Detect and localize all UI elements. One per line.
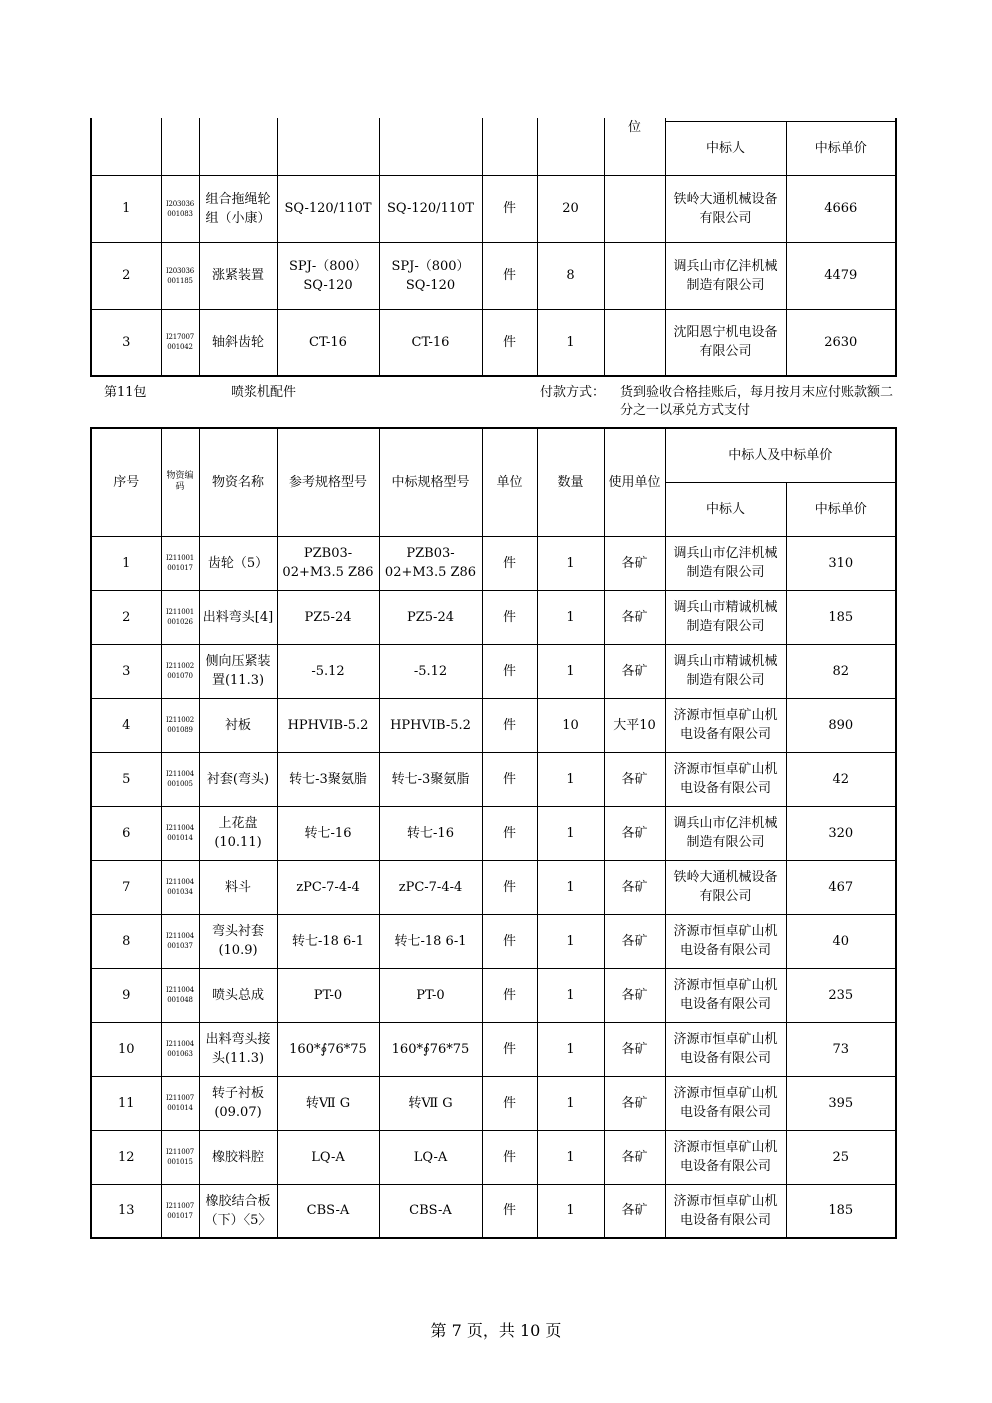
cell-user-unit: 各矿 xyxy=(604,1076,665,1130)
cell-winner: 调兵山市精诚机械制造有限公司 xyxy=(665,590,786,644)
cell-code: I217007 001042 xyxy=(161,309,199,376)
cell-ref-spec: zPC-7-4-4 xyxy=(277,860,379,914)
cell-winner: 济源市恒卓矿山机电设备有限公司 xyxy=(665,1130,786,1184)
cell-ref-spec: 转七-18 6-1 xyxy=(277,914,379,968)
cell-user-unit: 各矿 xyxy=(604,536,665,590)
cell-name: 衬板 xyxy=(199,698,277,752)
cell-ref-spec: CT-16 xyxy=(277,309,379,376)
cell-user-unit: 各矿 xyxy=(604,1130,665,1184)
cell-seq: 7 xyxy=(91,860,161,914)
payment-label: 付款方式： xyxy=(540,385,606,400)
page-footer: 第 7 页，共 10 页 xyxy=(430,1321,562,1340)
cell-price: 890 xyxy=(786,698,896,752)
cell-qty: 1 xyxy=(537,1184,604,1238)
cell-price: 73 xyxy=(786,1022,896,1076)
cell-seq: 10 xyxy=(91,1022,161,1076)
cell-seq: 1 xyxy=(91,175,161,242)
cell-winner: 沈阳恩宁机电设备有限公司 xyxy=(665,309,786,376)
table-row xyxy=(91,242,896,309)
cell-name: 料斗 xyxy=(199,860,277,914)
cell-qty: 20 xyxy=(537,175,604,242)
cell-qty: 1 xyxy=(537,1022,604,1076)
header-unit: 单位 xyxy=(482,428,537,536)
table-row xyxy=(91,968,896,1022)
table-row xyxy=(91,752,896,806)
cell-code: I211004 001014 xyxy=(161,806,199,860)
cell-price: 467 xyxy=(786,860,896,914)
cell-name: 衬套(弯头) xyxy=(199,752,277,806)
cell-qty: 1 xyxy=(537,590,604,644)
cell-price: 310 xyxy=(786,536,896,590)
cell-code: I211002 001070 xyxy=(161,644,199,698)
table-row xyxy=(91,536,896,590)
cell-qty: 1 xyxy=(537,914,604,968)
header-qty: 数量 xyxy=(537,428,604,536)
table-row xyxy=(91,1022,896,1076)
cell-qty: 1 xyxy=(537,644,604,698)
cell-seq: 11 xyxy=(91,1076,161,1130)
cell-user-unit xyxy=(604,242,665,309)
cell-code: I203036 001185 xyxy=(161,242,199,309)
cell-bid-spec: PZ5-24 xyxy=(379,590,482,644)
cell-code: I211007 001014 xyxy=(161,1076,199,1130)
cell-seq: 1 xyxy=(91,536,161,590)
cell-code: I211004 001034 xyxy=(161,860,199,914)
cell-unit: 件 xyxy=(482,1076,537,1130)
table-row xyxy=(91,698,896,752)
cell-code: I211001 001026 xyxy=(161,590,199,644)
cell-price: 25 xyxy=(786,1130,896,1184)
cell-unit: 件 xyxy=(482,309,537,376)
cell-user-unit: 各矿 xyxy=(604,590,665,644)
cell-qty: 1 xyxy=(537,1076,604,1130)
cell-qty: 1 xyxy=(537,536,604,590)
header-code: 物资编码 xyxy=(161,428,199,536)
cell-user-unit: 各矿 xyxy=(604,1184,665,1238)
cell-bid-spec: PT-0 xyxy=(379,968,482,1022)
cell-code: I211001 001017 xyxy=(161,536,199,590)
cell-unit: 件 xyxy=(482,914,537,968)
table-row xyxy=(91,1076,896,1130)
cell-unit: 件 xyxy=(482,860,537,914)
cell-seq: 12 xyxy=(91,1130,161,1184)
cell-bid-spec: 转七-18 6-1 xyxy=(379,914,482,968)
header-user-unit: 位 xyxy=(604,93,665,175)
cell-bid-spec: 160*∮76*75 xyxy=(379,1022,482,1076)
cell-name: 转子衬板(09.07) xyxy=(199,1076,277,1130)
cell-name: 喷头总成 xyxy=(199,968,277,1022)
cell-ref-spec: PZ5-24 xyxy=(277,590,379,644)
cell-bid-spec: PZB03-02+M3.5 Z86 xyxy=(379,536,482,590)
cell-price: 2630 xyxy=(786,309,896,376)
cell-bid-spec: SQ-120/110T xyxy=(379,175,482,242)
cell-ref-spec: SPJ-（800） SQ-120 xyxy=(277,242,379,309)
header-name: 物资名称 xyxy=(199,428,277,536)
cell-user-unit: 各矿 xyxy=(604,752,665,806)
cell-price: 40 xyxy=(786,914,896,968)
cell-qty: 10 xyxy=(537,698,604,752)
cell-seq: 2 xyxy=(91,242,161,309)
table-row xyxy=(91,1130,896,1184)
cell-ref-spec: CBS-A xyxy=(277,1184,379,1238)
cell-qty: 8 xyxy=(537,242,604,309)
header-bid-spec: 中标规格型号 xyxy=(379,428,482,536)
cell-price: 4666 xyxy=(786,175,896,242)
table-row xyxy=(91,860,896,914)
header-price: 中标单价 xyxy=(786,121,896,175)
cell-price: 82 xyxy=(786,644,896,698)
cell-unit: 件 xyxy=(482,644,537,698)
table-row xyxy=(91,175,896,242)
cell-bid-spec: CT-16 xyxy=(379,309,482,376)
cell-bid-spec: -5.12 xyxy=(379,644,482,698)
cell-bid-spec: CBS-A xyxy=(379,1184,482,1238)
cell-bid-spec: HPHVIB-5.2 xyxy=(379,698,482,752)
cell-seq: 6 xyxy=(91,806,161,860)
cell-seq: 13 xyxy=(91,1184,161,1238)
cell-winner: 济源市恒卓矿山机电设备有限公司 xyxy=(665,752,786,806)
table-row xyxy=(91,644,896,698)
cell-winner: 调兵山市亿沣机械制造有限公司 xyxy=(665,242,786,309)
cell-name: 出料弯头接头(11.3) xyxy=(199,1022,277,1076)
cell-user-unit: 各矿 xyxy=(604,644,665,698)
cell-winner: 铁岭大通机械设备有限公司 xyxy=(665,175,786,242)
cell-name: 侧向压紧装置(11.3) xyxy=(199,644,277,698)
cell-bid-spec: zPC-7-4-4 xyxy=(379,860,482,914)
cell-user-unit: 各矿 xyxy=(604,860,665,914)
cell-seq: 3 xyxy=(91,644,161,698)
table-row xyxy=(91,806,896,860)
header-winner: 中标人 xyxy=(665,482,786,536)
cell-code: I211004 001063 xyxy=(161,1022,199,1076)
cell-qty: 1 xyxy=(537,860,604,914)
cell-ref-spec: HPHVIB-5.2 xyxy=(277,698,379,752)
cell-code: I211002 001089 xyxy=(161,698,199,752)
cell-user-unit: 各矿 xyxy=(604,1022,665,1076)
cell-winner: 调兵山市亿沣机械制造有限公司 xyxy=(665,806,786,860)
header-row-1 xyxy=(91,428,896,482)
cell-price: 185 xyxy=(786,1184,896,1238)
cell-ref-spec: 转Ⅶ G xyxy=(277,1076,379,1130)
cell-ref-spec: -5.12 xyxy=(277,644,379,698)
cell-unit: 件 xyxy=(482,752,537,806)
package-label: 第11包 xyxy=(104,385,147,400)
page-top-crop xyxy=(88,0,908,118)
table-row xyxy=(91,309,896,376)
header-group: 中标人及中标单价 xyxy=(665,428,896,482)
cell-user-unit xyxy=(604,175,665,242)
cell-price: 185 xyxy=(786,590,896,644)
payment-text: 货到验收合格挂账后，每月按月末应付账款额二分之一以承兑方式支付 xyxy=(620,385,894,418)
cell-ref-spec: LQ-A xyxy=(277,1130,379,1184)
cell-qty: 1 xyxy=(537,806,604,860)
cell-price: 4479 xyxy=(786,242,896,309)
cell-ref-spec: PZB03-02+M3.5 Z86 xyxy=(277,536,379,590)
cell-unit: 件 xyxy=(482,536,537,590)
cell-winner: 调兵山市精诚机械制造有限公司 xyxy=(665,644,786,698)
header-user-unit: 使用单位 xyxy=(604,428,665,536)
package-name: 喷浆机配件 xyxy=(231,385,297,400)
cell-code: I211007 001017 xyxy=(161,1184,199,1238)
cell-unit: 件 xyxy=(482,175,537,242)
cell-seq: 9 xyxy=(91,968,161,1022)
cell-name: 齿轮（5） xyxy=(199,536,277,590)
cell-name: 弯头衬套(10.9) xyxy=(199,914,277,968)
cell-qty: 1 xyxy=(537,1130,604,1184)
header-ref-spec: 参考规格型号 xyxy=(277,428,379,536)
continued-bid-table xyxy=(90,92,897,377)
cell-winner: 济源市恒卓矿山机电设备有限公司 xyxy=(665,968,786,1022)
cell-code: I211007 001015 xyxy=(161,1130,199,1184)
cell-seq: 4 xyxy=(91,698,161,752)
cell-code: I203036 001083 xyxy=(161,175,199,242)
cell-name: 涨紧装置 xyxy=(199,242,277,309)
cell-qty: 1 xyxy=(537,752,604,806)
cell-winner: 济源市恒卓矿山机电设备有限公司 xyxy=(665,698,786,752)
header-price: 中标单价 xyxy=(786,482,896,536)
cell-bid-spec: SPJ-（800） SQ-120 xyxy=(379,242,482,309)
cell-user-unit: 各矿 xyxy=(604,914,665,968)
cell-qty: 1 xyxy=(537,968,604,1022)
cell-unit: 件 xyxy=(482,1184,537,1238)
cell-name: 组合拖绳轮组（小康） xyxy=(199,175,277,242)
cell-winner: 济源市恒卓矿山机电设备有限公司 xyxy=(665,1184,786,1238)
cell-unit: 件 xyxy=(482,242,537,309)
cell-code: I211004 001005 xyxy=(161,752,199,806)
cell-seq: 5 xyxy=(91,752,161,806)
cell-ref-spec: SQ-120/110T xyxy=(277,175,379,242)
cell-winner: 济源市恒卓矿山机电设备有限公司 xyxy=(665,1076,786,1130)
bid-table xyxy=(90,427,897,1239)
cell-ref-spec: 转七-3聚氨脂 xyxy=(277,752,379,806)
cell-code: I211004 001048 xyxy=(161,968,199,1022)
cell-unit: 件 xyxy=(482,968,537,1022)
cell-user-unit: 各矿 xyxy=(604,806,665,860)
cell-ref-spec: 转七-16 xyxy=(277,806,379,860)
cell-user-unit xyxy=(604,309,665,376)
cell-user-unit: 各矿 xyxy=(604,968,665,1022)
cell-ref-spec: 160*∮76*75 xyxy=(277,1022,379,1076)
cell-price: 320 xyxy=(786,806,896,860)
cell-winner: 调兵山市亿沣机械制造有限公司 xyxy=(665,536,786,590)
cell-winner: 济源市恒卓矿山机电设备有限公司 xyxy=(665,914,786,968)
cell-seq: 2 xyxy=(91,590,161,644)
cell-bid-spec: LQ-A xyxy=(379,1130,482,1184)
cell-qty: 1 xyxy=(537,309,604,376)
table-row xyxy=(91,914,896,968)
cell-seq: 8 xyxy=(91,914,161,968)
cell-user-unit: 大平10 xyxy=(604,698,665,752)
cell-ref-spec: PT-0 xyxy=(277,968,379,1022)
cell-name: 出料弯头[4] xyxy=(199,590,277,644)
cell-unit: 件 xyxy=(482,590,537,644)
cell-unit: 件 xyxy=(482,1130,537,1184)
cell-price: 395 xyxy=(786,1076,896,1130)
cell-winner: 铁岭大通机械设备有限公司 xyxy=(665,860,786,914)
cell-code: I211004 001037 xyxy=(161,914,199,968)
table-row xyxy=(91,590,896,644)
cell-unit: 件 xyxy=(482,698,537,752)
header-winner: 中标人 xyxy=(665,121,786,175)
cell-price: 42 xyxy=(786,752,896,806)
cell-bid-spec: 转Ⅶ G xyxy=(379,1076,482,1130)
cell-unit: 件 xyxy=(482,1022,537,1076)
cell-name: 轴斜齿轮 xyxy=(199,309,277,376)
cell-bid-spec: 转七-16 xyxy=(379,806,482,860)
header-seq: 序号 xyxy=(91,428,161,536)
cell-unit: 件 xyxy=(482,806,537,860)
cell-seq: 3 xyxy=(91,309,161,376)
table-row xyxy=(91,1184,896,1238)
cell-name: 橡胶结合板（下）〈5〉 xyxy=(199,1184,277,1238)
cell-winner: 济源市恒卓矿山机电设备有限公司 xyxy=(665,1022,786,1076)
cell-price: 235 xyxy=(786,968,896,1022)
cell-name: 橡胶料腔 xyxy=(199,1130,277,1184)
cell-name: 上花盘(10.11) xyxy=(199,806,277,860)
cell-bid-spec: 转七-3聚氨脂 xyxy=(379,752,482,806)
